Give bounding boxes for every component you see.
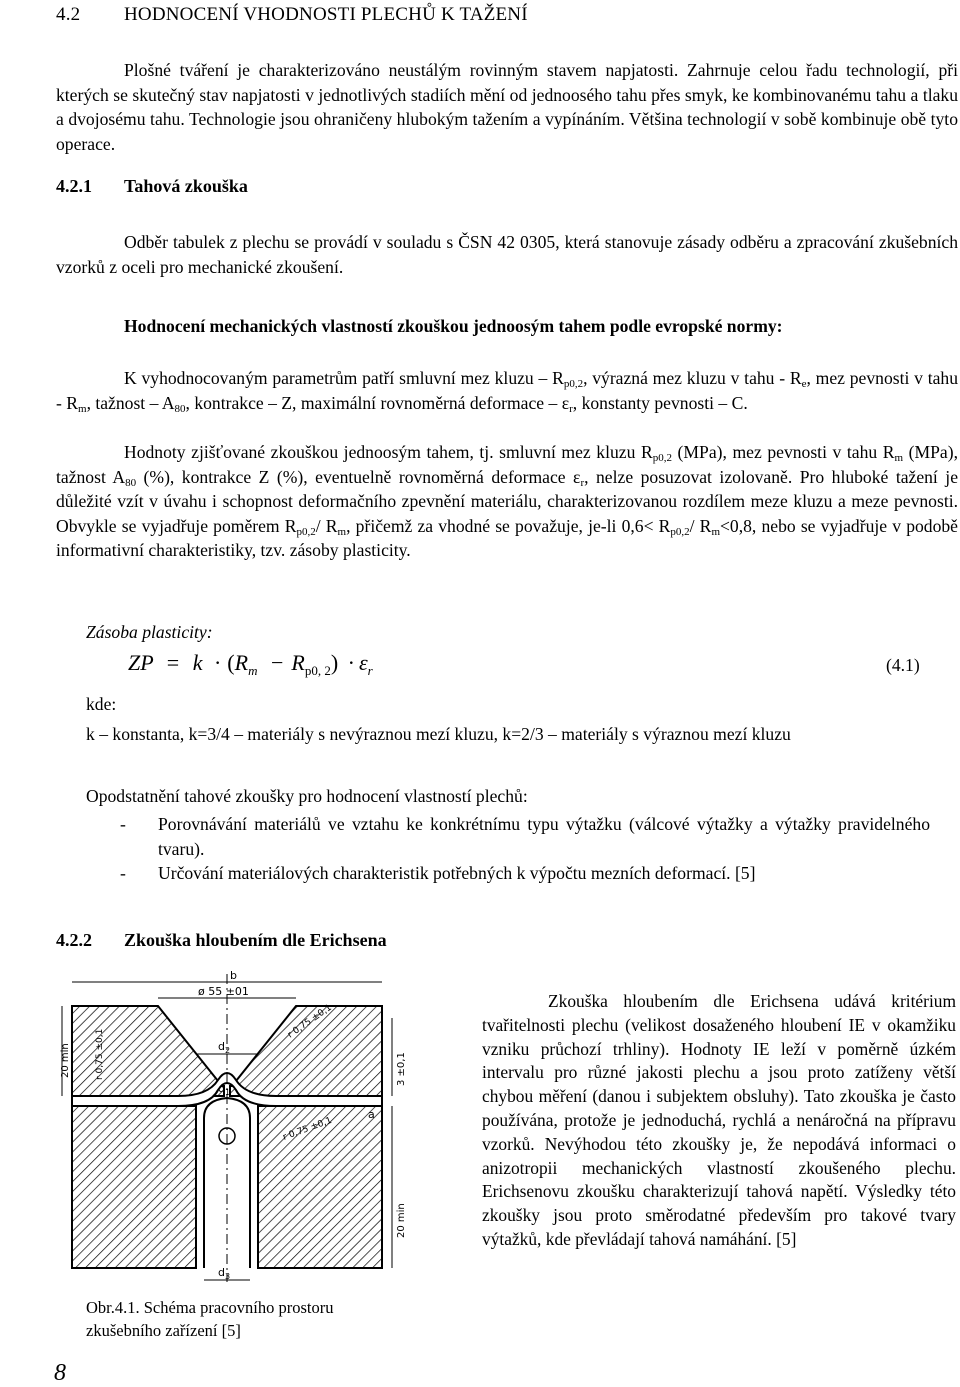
label-r075-left: r 0,75 ±0,1	[95, 1028, 105, 1080]
subsection-number: 4.2.1	[56, 176, 92, 196]
label-20min-bottom: 20 min	[396, 1203, 407, 1238]
page-number: 8	[54, 1360, 66, 1386]
equation-number: (4.1)	[886, 655, 920, 675]
label-r075-right: r 0,75 ±0,1	[285, 1002, 334, 1041]
lower-die-left	[72, 1106, 196, 1268]
label-20min-top: 20 min	[60, 1043, 71, 1078]
label-r075-lower: r 0,75 ±0,1	[281, 1115, 334, 1143]
sampling-paragraph: Odběr tabulek z plechu se provádí v souladu s ČSN 42 0305, která stanovuje zásady odběru a zpracování zkušebních vzorků z oceli pro mechanické zkoušení.	[56, 232, 958, 277]
subsection-title: Zkouška hloubením dle Erichsena	[124, 930, 387, 950]
subsection-title: Tahová zkouška	[124, 176, 248, 196]
values-paragraph: Hodnoty zjišťované zkouškou jednoosým tahem, tj. smluvní mez kluzu $R_{p0,2}$ (MPa), mez pevnosti v tahu $R_m$ (MPa), tažnost $A_{80}$ (%), kontrakce Z (%), eventuelně rovnoměrná deformace $\varepsilon_r$, nelze posuzovat izolovaně. Pro hluboké tažení je důležité vzít v úvahu i schopnost deformačního zpevnění materiálu, charakterizovanou rozdílem meze kluzu a meze pevnosti. Obvykle se vyjadřuje poměrem $R_{p0,2}/$ $R_m$, přičemž za vhodné se považuje, je-li $0,6< R_{p0,2}/$ $R_m<0,8$, nebo se vyjadřuje v podobě informativní charakteristiky, tzv. zásoby plasticity.	[56, 442, 958, 560]
erichsen-paragraph: Zkouška hloubením dle Erichsena udává kritérium tvařitelnosti plechu (velikost dosaženého hloubení IE v okamžiku vzniku průchozí trhliny). Hodnoty IE leží v poměrně úzkém intervalu pro různé jakosti plechu a jsou proto zatíženy větší chybou měření (danou i subjektem obsluhy). Tato zkouška je často používána, protože je jednoduchá, rychlá a nenáročná na přípravu vzorků. Nevýhodou této zkoušky je, že nepodává informaci o anizotropii mechanických vlastností zkoušeného plechu. Erichsenovu zkoušku charakterizují tahová napětí. Výsledky této zkoušky jsou proto směrodatné především pro takové tvary výtažků, kde převládají tahová namáhání. [5]	[482, 991, 956, 1249]
justification-title: Opodstatnění tahové zkoušky pro hodnocení vlastností plechů:	[86, 786, 528, 806]
label-d1: $d_1$	[218, 1082, 231, 1097]
subsection-heading-4-2-2	[56, 930, 387, 951]
label-a: a	[368, 1108, 375, 1121]
formula-zp: ZP = $k \cdot (R_m - R_{p0, 2}) \cdot \varepsilon_r$	[128, 650, 373, 678]
where-label: kde:	[86, 694, 117, 714]
parameters-paragraph: K vyhodnocovaným parametrům patří smluvní mez kluzu – $R_{p0,2}$, výrazná mez kluzu v tahu - $R_e$, mez pevnosti v tahu - $R_m$, tažnost – $A_{80}$, kontrakce – Z, maximální rovnoměrná deformace – $\varepsilon_r$, konstanty pevnosti – C.	[56, 368, 958, 415]
section-title: HODNOCENÍ VHODNOSTI PLECHŮ K TAŽENÍ	[124, 4, 528, 25]
section-number: 4.2	[56, 4, 81, 25]
list-item: - Porovnávání materiálů ve vztahu ke konkrétnímu typu výtažku (válcové výtažky a výtažky pravidelného tvaru).	[120, 814, 930, 859]
label-p55: ø 55 ±01	[198, 985, 249, 998]
label-3: 3 ±0,1	[396, 1052, 407, 1086]
label-d2: $d_2$	[218, 1040, 231, 1055]
subsection-heading-4-2-1	[56, 176, 248, 197]
subsection-number: 4.2.2	[56, 930, 92, 950]
lower-die-right	[258, 1106, 382, 1268]
k-definition: k – konstanta, k=3/4 – materiály s nevýraznou mezí kluzu, k=2/3 – materiály s výraznou mezí kluzu	[86, 724, 791, 744]
intro-paragraph: Plošné tváření je charakterizováno neustálým rovinným stavem napjatosti. Zahrnuje celou řadu technologií, při kterých se skutečný stav napjatosti v jednotlivých stadiích mění od jednoosého tahu přes smyk, ke kombinovanému tahu a tlaku a dvojosému tahu. Technologie jsou ohraničeny hlubokým tažením a vypínáním. Většina technologií v sobě kombinuje obě tyto operace.	[56, 60, 958, 154]
list-item: - Určování materiálových charakteristik potřebných k výpočtu mezních deformací. [5]	[120, 863, 756, 883]
label-b: b	[230, 969, 237, 982]
figure-caption: Obr.4.1. Schéma pracovního prostoru zkušebního zařízení [5]	[86, 1298, 334, 1340]
mechanical-properties-heading: Hodnocení mechanických vlastností zkouškou jednoosým tahem podle evropské normy:	[124, 316, 783, 336]
erichsen-test-schematic	[58, 968, 452, 1288]
plasticity-reserve-label: Zásoba plasticity:	[86, 622, 213, 642]
label-d3: $d_3$	[218, 1266, 231, 1281]
section-heading	[56, 4, 528, 26]
